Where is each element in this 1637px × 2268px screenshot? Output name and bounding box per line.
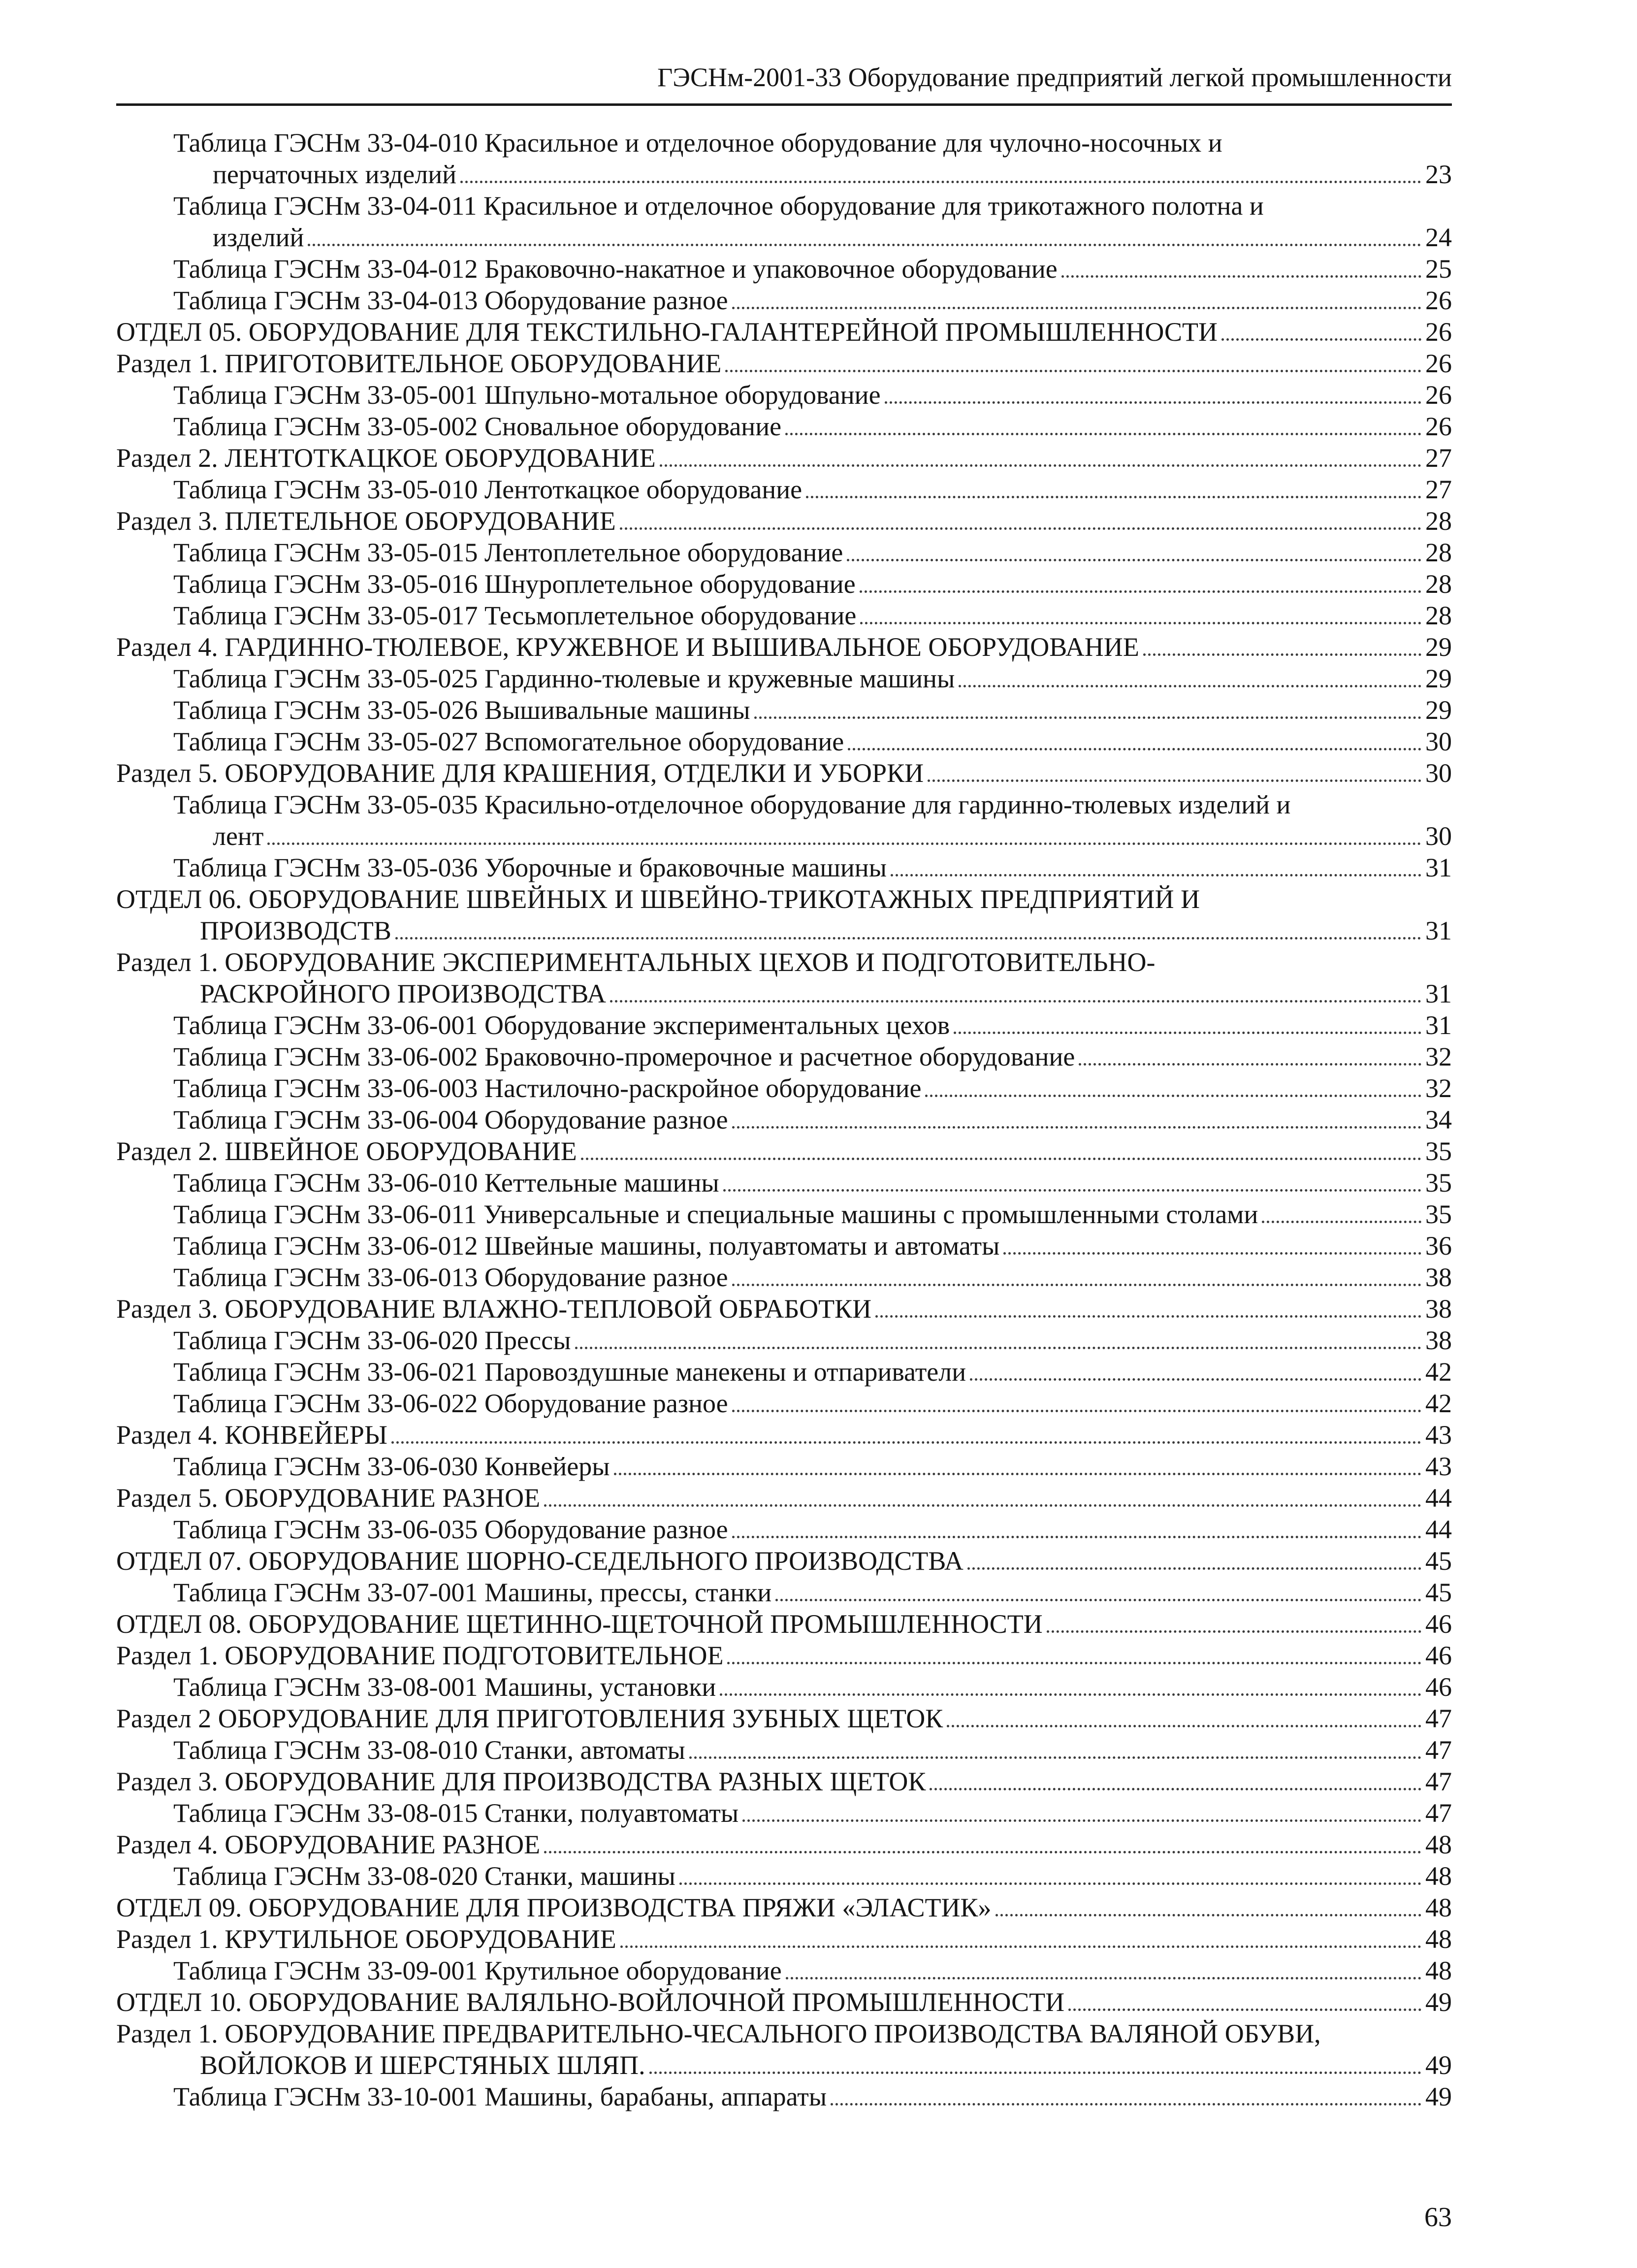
toc-entry[interactable] (116, 631, 1452, 663)
toc-entry-title: Раздел 4. КОНВЕЙЕРЫ (116, 1420, 388, 1450)
dot-leader (620, 527, 1421, 530)
dot-leader (806, 496, 1421, 498)
dot-leader (689, 1756, 1421, 1759)
toc-entry[interactable] (116, 1419, 1452, 1451)
dot-leader (1079, 1063, 1421, 1066)
toc-entry-page: 35 (1425, 1168, 1452, 1198)
toc-entry-title: Таблица ГЭСНм 33-05-025 Гардинно-тюлевые и кружевные машины (173, 664, 955, 693)
toc-entry-page: 47 (1425, 1704, 1452, 1733)
toc-entry-page: 38 (1425, 1326, 1452, 1355)
toc-entry-page: 31 (1425, 1010, 1452, 1040)
toc-entry[interactable] (116, 1577, 1452, 1608)
toc-entry-title: Таблица ГЭСНм 33-05-017 Тесьмоплетельное оборудование (173, 601, 857, 630)
toc-entry-page: 38 (1425, 1294, 1452, 1324)
toc-entry-title: ОТДЕЛ 05. ОБОРУДОВАНИЕ ДЛЯ ТЕКСТИЛЬНО-ГАЛАНТЕРЕЙНОЙ ПРОМЫШЛЕННОСТИ (116, 317, 1218, 347)
dot-leader (614, 1473, 1422, 1475)
toc-entry-page: 28 (1425, 569, 1452, 599)
toc-entry-title: Таблица ГЭСНм 33-09-001 Крутильное оборудование (173, 1956, 782, 1985)
toc-entry-title: Таблица ГЭСНм 33-08-001 Машины, установки (173, 1672, 716, 1702)
dot-leader (831, 2103, 1421, 2106)
toc-entry[interactable] (116, 1608, 1452, 1640)
dot-leader (732, 307, 1421, 309)
dot-leader (925, 1095, 1421, 1097)
toc-entry-title: Таблица ГЭСНм 33-04-013 Оборудование разное (173, 286, 728, 315)
toc-entry-page: 32 (1425, 1042, 1452, 1071)
dot-leader (544, 1851, 1421, 1853)
toc-entry-title: Таблица ГЭСНм 33-06-030 Конвейеры (173, 1452, 610, 1481)
toc-entry-title: Раздел 1. КРУТИЛЬНОЕ ОБОРУДОВАНИЕ (116, 1924, 616, 1954)
toc-entry-page: 46 (1425, 1672, 1452, 1702)
dot-leader (732, 1126, 1421, 1129)
toc-entry-page: 26 (1425, 286, 1452, 315)
dot-leader (930, 1788, 1421, 1790)
dot-leader (954, 1032, 1421, 1034)
toc-entry-title: Таблица ГЭСНм 33-05-010 Лентоткацкое оборудование (173, 475, 802, 504)
toc-entry-title: Раздел 1. ПРИГОТОВИТЕЛЬНОЕ ОБОРУДОВАНИЕ (116, 349, 722, 378)
toc-entry-page: 30 (1425, 727, 1452, 756)
toc-entry-page: 36 (1425, 1231, 1452, 1261)
toc-entry-title-line: Раздел 1. ОБОРУДОВАНИЕ ПРЕДВАРИТЕЛЬНО-ЧЕСАЛЬНОГО ПРОИЗВОДСТВА ВАЛЯНОЙ ОБУВИ, (116, 2019, 1321, 2048)
toc-entry-title: Раздел 2 ОБОРУДОВАНИЕ ДЛЯ ПРИГОТОВЛЕНИЯ ЗУБНЫХ ЩЕТОК (116, 1704, 943, 1733)
toc-entry-page: 47 (1425, 1798, 1452, 1828)
toc-entry-page: 47 (1425, 1767, 1452, 1796)
toc-entry[interactable] (116, 505, 1452, 537)
toc-entry-title: Таблица ГЭСНм 33-06-035 Оборудование разное (173, 1515, 728, 1544)
toc-entry-page: 42 (1425, 1357, 1452, 1387)
dot-leader (1221, 338, 1421, 341)
toc-entry-page: 30 (1425, 758, 1452, 788)
toc-entry[interactable] (116, 946, 1452, 1009)
toc-entry[interactable] (116, 1356, 1452, 1388)
toc-entry-title-line: Таблица ГЭСНм 33-05-035 Красильно-отделочное оборудование для гардинно-тюлевых изделий и (173, 790, 1291, 819)
toc-entry[interactable] (116, 1829, 1452, 1860)
dot-leader (970, 1378, 1421, 1381)
toc-entry-page: 49 (1425, 2082, 1452, 2111)
dot-leader (395, 937, 1421, 940)
dot-leader (775, 1599, 1421, 1601)
toc-entry-page: 31 (1425, 979, 1452, 1008)
dot-leader (581, 1158, 1421, 1160)
toc-entry-page: 42 (1425, 1389, 1452, 1418)
toc-entry[interactable] (116, 2018, 1452, 2081)
dot-leader (860, 590, 1421, 593)
toc-entry-page: 48 (1425, 1956, 1452, 1985)
toc-entry[interactable] (116, 474, 1452, 505)
toc-entry[interactable] (116, 1892, 1452, 1923)
toc-entry[interactable] (116, 1104, 1452, 1135)
toc-entry-title: Таблица ГЭСНм 33-05-026 Вышивальные машины (173, 695, 750, 725)
toc-entry-title: Таблица ГЭСНм 33-06-012 Швейные машины, полуавтоматы и автоматы (173, 1231, 1000, 1261)
toc-entry-title: Таблица ГЭСНм 33-08-020 Станки, машины (173, 1861, 675, 1891)
toc-entry-page: 26 (1425, 380, 1452, 410)
toc-entry[interactable] (116, 1009, 1452, 1041)
toc-entry-page: 48 (1425, 1830, 1452, 1859)
toc-entry-page: 28 (1425, 601, 1452, 630)
toc-entry-page: 46 (1425, 1641, 1452, 1670)
toc-entry-page: 43 (1425, 1452, 1452, 1481)
dot-leader (732, 1410, 1421, 1412)
toc-entry-title: Таблица ГЭСНм 33-05-015 Лентоплетельное оборудование (173, 538, 843, 567)
dot-leader (754, 716, 1421, 719)
toc-entry-title: Таблица ГЭСНм 33-08-015 Станки, полуавтоматы (173, 1798, 739, 1828)
toc-entry-page: 29 (1425, 632, 1452, 662)
dot-leader (1047, 1630, 1421, 1633)
toc-entry-page: 29 (1425, 664, 1452, 693)
dot-leader (544, 1504, 1421, 1507)
dot-leader (885, 401, 1421, 404)
toc-entry[interactable] (116, 127, 1452, 190)
toc-entry-page: 28 (1425, 506, 1452, 536)
toc-entry-page: 49 (1425, 1987, 1452, 2017)
toc-entry-title: ОТДЕЛ 09. ОБОРУДОВАНИЕ ДЛЯ ПРОИЗВОДСТВА ПРЯЖИ «ЭЛАСТИК» (116, 1893, 992, 1922)
toc-entry[interactable] (116, 1923, 1452, 1955)
toc-entry[interactable] (116, 1482, 1452, 1514)
toc-entry-page: 34 (1425, 1105, 1452, 1134)
dot-leader (875, 1315, 1421, 1318)
dot-leader (732, 1284, 1421, 1286)
dot-leader (725, 370, 1421, 372)
toc-entry-title: Раздел 1. ОБОРУДОВАНИЕ ПОДГОТОВИТЕЛЬНОЕ (116, 1641, 724, 1670)
toc-entry[interactable] (116, 348, 1452, 379)
toc-entry[interactable] (116, 1199, 1452, 1230)
toc-entry[interactable] (116, 1451, 1452, 1482)
toc-entry[interactable] (116, 1072, 1452, 1104)
toc-entry[interactable] (116, 442, 1452, 474)
toc-entry-title: Таблица ГЭСНм 33-05-016 Шнуроплетельное оборудование (173, 569, 856, 599)
toc-entry-title: Раздел 4. ОБОРУДОВАНИЕ РАЗНОЕ (116, 1830, 541, 1859)
dot-leader (967, 1567, 1421, 1570)
toc-entry[interactable] (116, 757, 1452, 789)
toc-entry[interactable] (116, 190, 1452, 253)
toc-entry-title: Раздел 2. ШВЕЙНОЕ ОБОРУДОВАНИЕ (116, 1136, 577, 1166)
dot-leader (742, 1819, 1421, 1822)
dot-leader (308, 244, 1421, 246)
dot-leader (727, 1662, 1421, 1664)
toc-entry-page: 27 (1425, 443, 1452, 473)
toc-entry-title: Таблица ГЭСНм 33-10-001 Машины, барабаны, аппараты (173, 2082, 827, 2111)
toc-entry-title: Таблица ГЭСНм 33-06-022 Оборудование разное (173, 1389, 728, 1418)
toc-entry[interactable] (116, 1388, 1452, 1419)
toc-entry-page: 32 (1425, 1073, 1452, 1103)
table-of-contents (116, 127, 1452, 2112)
dot-leader (785, 433, 1421, 435)
toc-entry[interactable] (116, 1041, 1452, 1072)
dot-leader (1068, 2009, 1421, 2011)
toc-entry-title: РАСКРОЙНОГО ПРОИЗВОДСТВА (200, 979, 607, 1008)
toc-entry-page: 46 (1425, 1609, 1452, 1639)
page-header: ГЭСНм-2001-33 Оборудование предприятий легкой промышленности (657, 63, 1452, 92)
toc-entry[interactable] (116, 1167, 1452, 1199)
toc-entry[interactable] (116, 1135, 1452, 1167)
toc-entry[interactable] (116, 1545, 1452, 1577)
toc-entry-page: 29 (1425, 695, 1452, 725)
toc-entry[interactable] (116, 1986, 1452, 2018)
toc-entry-title: Раздел 3. ОБОРУДОВАНИЕ ДЛЯ ПРОИЗВОДСТВА РАЗНЫХ ЩЕТОК (116, 1767, 926, 1796)
dot-leader (1143, 653, 1421, 656)
dot-leader (1003, 1252, 1421, 1255)
toc-entry-title: Таблица ГЭСНм 33-06-004 Оборудование разное (173, 1105, 728, 1134)
toc-entry-page: 30 (1425, 821, 1452, 851)
toc-entry-page: 35 (1425, 1136, 1452, 1166)
toc-entry-title: Таблица ГЭСНм 33-06-003 Настилочно-раскройное оборудование (173, 1073, 922, 1103)
toc-entry-title: Раздел 2. ЛЕНТОТКАЦКОЕ ОБОРУДОВАНИЕ (116, 443, 656, 473)
toc-entry-page: 26 (1425, 349, 1452, 378)
toc-entry-page: 38 (1425, 1263, 1452, 1292)
dot-leader (460, 181, 1421, 183)
toc-entry[interactable] (116, 379, 1452, 411)
toc-entry-title: ВОЙЛОКОВ И ШЕРСТЯНЫХ ШЛЯП. (200, 2050, 645, 2080)
toc-entry[interactable] (116, 411, 1452, 442)
toc-entry-page: 48 (1425, 1861, 1452, 1891)
toc-entry-title: перчаточных изделий (213, 160, 457, 189)
dot-leader (891, 874, 1421, 876)
toc-entry[interactable] (116, 568, 1452, 600)
toc-entry[interactable] (116, 883, 1452, 946)
toc-entry-page: 44 (1425, 1483, 1452, 1513)
toc-entry[interactable] (116, 852, 1452, 883)
toc-entry[interactable] (116, 1703, 1452, 1734)
dot-leader (1262, 1221, 1421, 1223)
dot-leader (610, 1000, 1421, 1003)
toc-entry[interactable] (116, 1262, 1452, 1293)
toc-entry[interactable] (116, 537, 1452, 568)
toc-entry[interactable] (116, 2081, 1452, 2112)
toc-entry-page: 45 (1425, 1578, 1452, 1607)
toc-entry[interactable] (116, 726, 1452, 757)
toc-entry-title: ПРОИЗВОДСТВ (200, 916, 391, 945)
toc-entry-page: 43 (1425, 1420, 1452, 1450)
toc-entry-title: Таблица ГЭСНм 33-05-036 Уборочные и браковочные машины (173, 853, 887, 882)
toc-entry-title: Таблица ГЭСНм 33-05-002 Сновальное оборудование (173, 412, 782, 441)
toc-entry-title: ОТДЕЛ 10. ОБОРУДОВАНИЕ ВАЛЯЛЬНО-ВОЙЛОЧНОЙ ПРОМЫШЛЕННОСТИ (116, 1987, 1065, 2017)
toc-entry-title: изделий (213, 223, 304, 252)
dot-leader (649, 2072, 1421, 2074)
toc-entry-page: 27 (1425, 475, 1452, 504)
toc-entry-page: 31 (1425, 853, 1452, 882)
toc-entry-title: Таблица ГЭСНм 33-06-013 Оборудование разное (173, 1263, 728, 1292)
toc-entry[interactable] (116, 1797, 1452, 1829)
toc-entry-page: 44 (1425, 1515, 1452, 1544)
toc-entry-page: 28 (1425, 538, 1452, 567)
toc-entry-title: Таблица ГЭСНм 33-06-001 Оборудование экспериментальных цехов (173, 1010, 950, 1040)
dot-leader (267, 842, 1421, 845)
dot-leader (848, 748, 1421, 750)
toc-entry-title: Таблица ГЭСНм 33-06-020 Прессы (173, 1326, 571, 1355)
toc-entry-page: 48 (1425, 1924, 1452, 1954)
toc-entry-title: Таблица ГЭСНм 33-08-010 Станки, автоматы (173, 1735, 685, 1765)
toc-entry-title: Таблица ГЭСНм 33-05-027 Вспомогательное оборудование (173, 727, 844, 756)
toc-entry[interactable] (116, 1860, 1452, 1892)
toc-entry-title: Таблица ГЭСНм 33-06-021 Паровоздушные манекены и отпариватели (173, 1357, 966, 1387)
dot-leader (679, 1882, 1421, 1885)
toc-entry-title-line: Таблица ГЭСНм 33-04-011 Красильное и отделочное оборудование для трикотажного полотна и (173, 191, 1264, 221)
dot-leader (995, 1914, 1421, 1916)
toc-entry-title: лент (213, 821, 264, 851)
toc-entry[interactable] (116, 600, 1452, 631)
toc-entry-page: 23 (1425, 160, 1452, 189)
dot-leader (660, 464, 1421, 467)
toc-entry-title: Раздел 4. ГАРДИННО-ТЮЛЕВОЕ, КРУЖЕВНОЕ И ВЫШИВАЛЬНОЕ ОБОРУДОВАНИЕ (116, 632, 1139, 662)
dot-leader (723, 1189, 1421, 1192)
toc-entry-title-line: Таблица ГЭСНм 33-04-010 Красильное и отделочное оборудование для чулочно-носочных и (173, 128, 1222, 158)
toc-entry[interactable] (116, 1293, 1452, 1325)
toc-entry-title: Таблица ГЭСНм 33-06-002 Браковочно-промерочное и расчетное оборудование (173, 1042, 1075, 1071)
dot-leader (575, 1347, 1422, 1349)
toc-entry-page: 49 (1425, 2050, 1452, 2080)
dot-leader (959, 685, 1421, 687)
toc-entry[interactable] (116, 1230, 1452, 1262)
toc-entry[interactable] (116, 1766, 1452, 1797)
toc-entry-page: 47 (1425, 1735, 1452, 1765)
toc-entry-title: Раздел 3. ПЛЕТЕЛЬНОЕ ОБОРУДОВАНИЕ (116, 506, 616, 536)
toc-entry-title: Раздел 5. ОБОРУДОВАНИЕ ДЛЯ КРАШЕНИЯ, ОТДЕЛКИ И УБОРКИ (116, 758, 924, 788)
toc-entry[interactable] (116, 316, 1452, 348)
toc-entry[interactable] (116, 285, 1452, 316)
toc-entry-title: Таблица ГЭСНм 33-06-010 Кеттельные машины (173, 1168, 719, 1198)
dot-leader (947, 1725, 1421, 1727)
toc-entry-title-line: Раздел 1. ОБОРУДОВАНИЕ ЭКСПЕРИМЕНТАЛЬНЫХ ЦЕХОВ И ПОДГОТОВИТЕЛЬНО- (116, 947, 1156, 977)
toc-entry-title: Раздел 5. ОБОРУДОВАНИЕ РАЗНОЕ (116, 1483, 541, 1513)
toc-entry[interactable] (116, 1734, 1452, 1766)
toc-entry-page: 31 (1425, 916, 1452, 945)
toc-entry-title: ОТДЕЛ 07. ОБОРУДОВАНИЕ ШОРНО-СЕДЕЛЬНОГО ПРОИЗВОДСТВА (116, 1546, 963, 1576)
toc-entry[interactable] (116, 663, 1452, 694)
toc-entry-title: Таблица ГЭСНм 33-04-012 Браковочно-накатное и упаковочное оборудование (173, 254, 1058, 284)
toc-entry[interactable] (116, 1325, 1452, 1356)
toc-entry-title: ОТДЕЛ 08. ОБОРУДОВАНИЕ ЩЕТИННО-ЩЕТОЧНОЙ ПРОМЫШЛЕННОСТИ (116, 1609, 1043, 1639)
toc-entry-page: 45 (1425, 1546, 1452, 1576)
toc-entry-page: 24 (1425, 223, 1452, 252)
header-rule (116, 103, 1452, 106)
toc-entry-title: Таблица ГЭСНм 33-06-011 Универсальные и специальные машины с промышленными столами (173, 1199, 1258, 1229)
page-number: 63 (1424, 2202, 1452, 2233)
dot-leader (732, 1536, 1421, 1538)
toc-entry-page: 35 (1425, 1199, 1452, 1229)
dot-leader (620, 1945, 1421, 1948)
toc-entry-title: Раздел 3. ОБОРУДОВАНИЕ ВЛАЖНО-ТЕПЛОВОЙ ОБРАБОТКИ (116, 1294, 872, 1324)
toc-entry-page: 25 (1425, 254, 1452, 284)
toc-entry[interactable] (116, 789, 1452, 852)
dot-leader (720, 1693, 1421, 1696)
toc-entry-page: 26 (1425, 412, 1452, 441)
toc-entry-title: Таблица ГЭСНм 33-07-001 Машины, прессы, станки (173, 1578, 772, 1607)
toc-entry[interactable] (116, 1640, 1452, 1671)
toc-entry-title-line: ОТДЕЛ 06. ОБОРУДОВАНИЕ ШВЕЙНЫХ И ШВЕЙНО-ТРИКОТАЖНЫХ ПРЕДПРИЯТИЙ И (116, 884, 1200, 914)
toc-entry[interactable] (116, 1955, 1452, 1986)
toc-entry[interactable] (116, 694, 1452, 726)
dot-leader (1061, 275, 1421, 278)
dot-leader (847, 559, 1421, 561)
dot-leader (391, 1441, 1421, 1444)
toc-entry-title: Таблица ГЭСНм 33-05-001 Шпульно-мотальное оборудование (173, 380, 881, 410)
dot-leader (860, 622, 1421, 624)
toc-entry[interactable] (116, 1514, 1452, 1545)
toc-entry[interactable] (116, 1671, 1452, 1703)
toc-entry[interactable] (116, 253, 1452, 285)
dot-leader (786, 1977, 1421, 1979)
dot-leader (928, 779, 1421, 782)
toc-entry-page: 48 (1425, 1893, 1452, 1922)
toc-entry-page: 26 (1425, 317, 1452, 347)
